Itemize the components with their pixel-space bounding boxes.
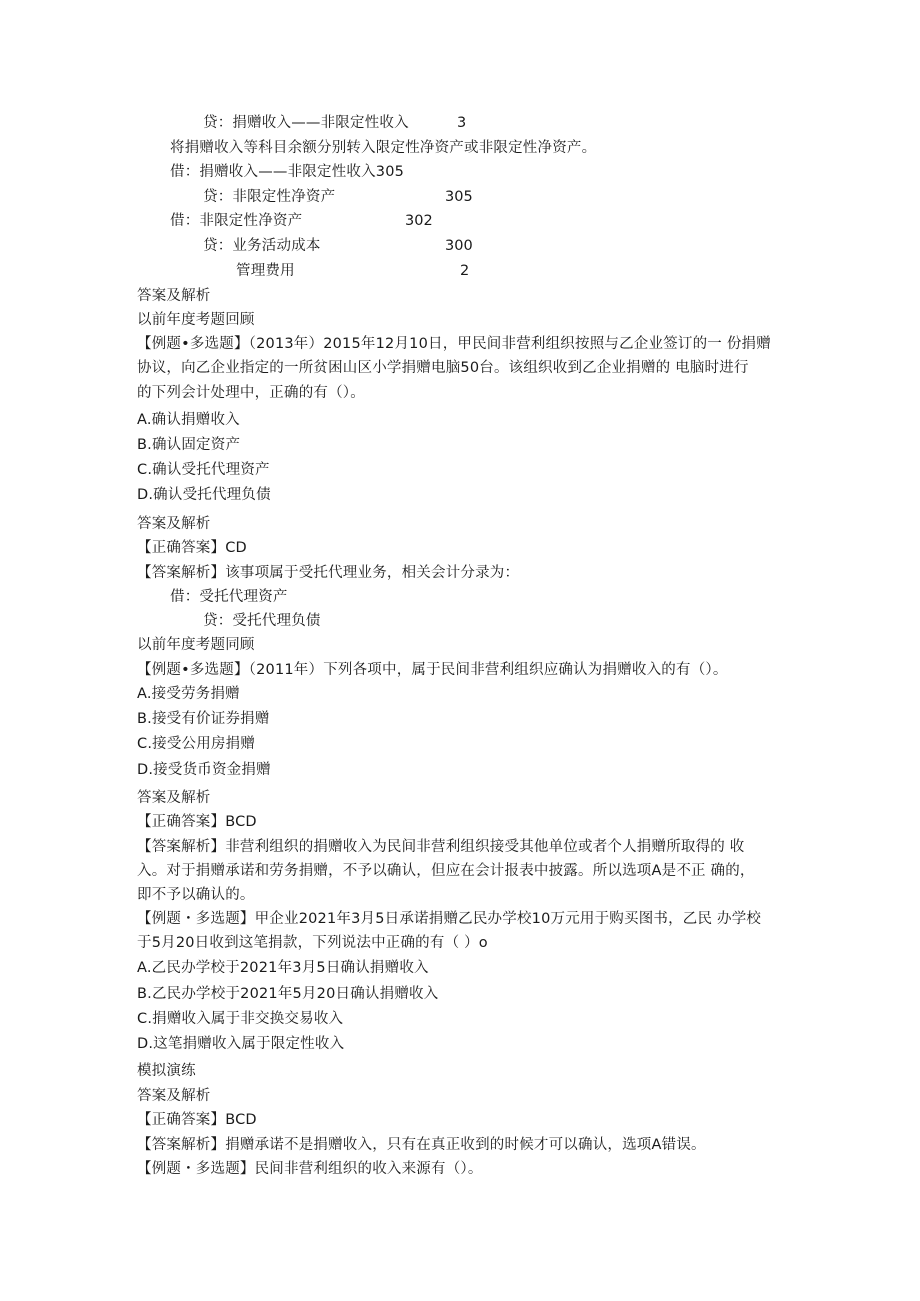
debit-entry: 借：受托代理资产 — [170, 589, 288, 605]
option-a: A.乙民办学校于2021年3月5日确认捐赠收入 — [137, 960, 429, 976]
question-line: 【例题•多选题】（2011年）下列各项中，属于民间非营利组织应确认为捐赠收入的有（）。 — [137, 662, 728, 678]
credit-entry: 贷：受托代理负债 — [203, 613, 321, 629]
credit-amount-305: 305 — [445, 189, 473, 205]
debit-amount-302: 302 — [405, 213, 433, 229]
review-heading: 以前年度考题同顾 — [137, 637, 255, 653]
option-d: D.这笔捐赠收入属于限定性收入 — [137, 1036, 345, 1052]
option-b: B.确认固定资产 — [137, 437, 241, 453]
option-c: C.确认受托代理资产 — [137, 462, 270, 478]
question-line: 【例题•多选题】（2013年）2015年12月10日，甲民间非营利组织按照与乙企业签订的一 份捐赠 — [137, 336, 771, 352]
correct-answer: 【正确答案】BCD — [137, 814, 257, 830]
credit-amount-300: 300 — [445, 238, 473, 254]
answer-analysis: 【答案解析】该事项属于受托代理业务，相关会计分录为： — [137, 565, 520, 581]
answer-heading: 答案及解析 — [137, 790, 211, 806]
question-line: 协议，向乙企业指定的一所贫困山区小学捐赠电脑50台。该组织收到乙企业捐赠的 电脑时进行 — [137, 360, 749, 376]
correct-answer: 【正确答案】BCD — [137, 1112, 257, 1128]
answer-heading: 答案及解析 — [137, 288, 211, 304]
credit-management-fee: 管理费用 — [236, 263, 295, 279]
option-a: A.接受劳务捐赠 — [137, 686, 240, 702]
option-c: C.捐赠收入属于非交换交易收入 — [137, 1011, 344, 1027]
credit-donation-unrestricted: 贷：捐赠收入——非限定性收入 — [203, 115, 409, 131]
option-b: B.接受有价证券捐赠 — [137, 711, 270, 727]
option-a: A.确认捐赠收入 — [137, 412, 240, 428]
question-line: 【例题・多选题】甲企业2021年3月5日承诺捐赠乙民办学校10万元用于购买图书，乙民 办学校 — [137, 911, 762, 927]
option-c: C.接受公用房捐赠 — [137, 736, 256, 752]
option-d: D.确认受托代理负债 — [137, 487, 271, 503]
answer-analysis: 【答案解析】非营利组织的捐赠收入为民间非营利组织接受其他单位或者个人捐赠所取得的 收 — [137, 839, 745, 855]
debit-unrestricted-net-assets: 借：非限定性净资产 — [170, 213, 303, 229]
credit-unrestricted-net-assets: 贷：非限定性净资产 — [203, 189, 336, 205]
option-d: D.接受货币资金捐赠 — [137, 762, 271, 778]
debit-donation-unrestricted: 借：捐赠收入——非限定性收入305 — [170, 164, 405, 180]
mock-heading: 模拟演练 — [137, 1063, 196, 1079]
option-b: B.乙民办学校于2021年5月20日确认捐赠收入 — [137, 986, 439, 1002]
answer-analysis: 【答案解析】捐赠承诺不是捐赠收入，只有在真正收到的时候才可以确认，选项A错误。 — [137, 1137, 706, 1153]
credit-amount-2: 2 — [460, 263, 470, 279]
question-line: 于5月20日收到这笔捐款，下列说法中正确的有（ ）o — [137, 935, 488, 951]
question-line: 【例题・多选题】民间非营利组织的收入来源有（）。 — [137, 1161, 483, 1177]
correct-answer: 【正确答案】CD — [137, 540, 247, 556]
answer-heading: 答案及解析 — [137, 516, 211, 532]
review-heading: 以前年度考题回顾 — [137, 312, 255, 328]
answer-analysis: 入。对于捐赠承诺和劳务捐赠，不予以确认，但应在会计报表中披露。所以选项A是不正 确的， — [137, 863, 755, 879]
transfer-note: 将捐赠收入等科目余额分别转入限定性净资产或非限定性净资产。 — [170, 140, 597, 156]
answer-heading: 答案及解析 — [137, 1088, 211, 1104]
answer-analysis: 即不予以确认的。 — [137, 887, 255, 903]
credit-business-cost: 贷：业务活动成本 — [203, 238, 321, 254]
question-line: 的下列会计处理中，正确的有（）。 — [137, 385, 365, 401]
credit-amount-3: 3 — [457, 115, 467, 131]
